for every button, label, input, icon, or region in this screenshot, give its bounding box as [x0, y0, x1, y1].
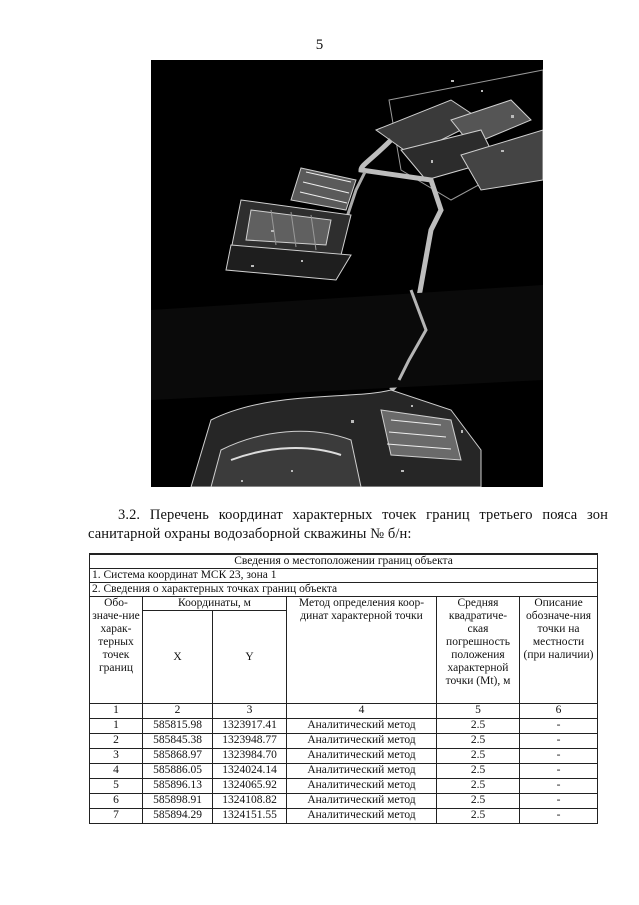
- section-heading: 3.2. Перечень координат характерных точек границ третьего пояса зон санитарной охраны водозаборной скважины № б/н:: [88, 507, 608, 542]
- points-info-row: 2. Сведения о характерных точках границ объекта: [90, 583, 598, 597]
- accuracy-cell: 2.5: [437, 794, 520, 809]
- description-cell: -: [520, 779, 598, 794]
- method-cell: Аналитический метод: [287, 809, 437, 824]
- y-coordinate-cell: 1324065.92: [213, 779, 287, 794]
- method-cell: Аналитический метод: [287, 764, 437, 779]
- col-accuracy-header: Средняя квадратиче-ская погрешность положения характерной точки (Mt), м: [437, 597, 520, 704]
- x-coordinate-cell: 585815.98: [143, 719, 213, 734]
- table-row: [90, 734, 598, 749]
- point-number-cell: 2: [90, 734, 143, 749]
- table-row: [90, 749, 598, 764]
- col-x-header: X: [143, 611, 213, 704]
- y-coordinate-cell: 1324108.82: [213, 794, 287, 809]
- method-cell: Аналитический метод: [287, 779, 437, 794]
- description-cell: -: [520, 794, 598, 809]
- column-number: 3: [213, 704, 287, 719]
- accuracy-cell: 2.5: [437, 749, 520, 764]
- accuracy-cell: 2.5: [437, 719, 520, 734]
- point-number-cell: 5: [90, 779, 143, 794]
- y-coordinate-cell: 1323917.41: [213, 719, 287, 734]
- method-cell: Аналитический метод: [287, 749, 437, 764]
- accuracy-cell: 2.5: [437, 779, 520, 794]
- description-cell: -: [520, 734, 598, 749]
- y-coordinate-cell: 1324024.14: [213, 764, 287, 779]
- column-number: 2: [143, 704, 213, 719]
- table-row: [90, 779, 598, 794]
- x-coordinate-cell: 585896.13: [143, 779, 213, 794]
- col-designation-header: Обо-значе-ние харак-терных точек границ: [90, 597, 143, 704]
- coordinates-table: [89, 553, 598, 824]
- description-cell: -: [520, 809, 598, 824]
- x-coordinate-cell: 585868.97: [143, 749, 213, 764]
- accuracy-cell: 2.5: [437, 734, 520, 749]
- point-number-cell: 7: [90, 809, 143, 824]
- column-number: 1: [90, 704, 143, 719]
- col-coords-header: Координаты, м: [143, 597, 287, 611]
- point-number-cell: 4: [90, 764, 143, 779]
- x-coordinate-cell: 585845.38: [143, 734, 213, 749]
- method-cell: Аналитический метод: [287, 734, 437, 749]
- method-cell: Аналитический метод: [287, 794, 437, 809]
- accuracy-cell: 2.5: [437, 764, 520, 779]
- table-row: [90, 809, 598, 824]
- table-body: [90, 719, 598, 824]
- col-y-header: Y: [213, 611, 287, 704]
- point-number-cell: 3: [90, 749, 143, 764]
- description-cell: -: [520, 764, 598, 779]
- column-number: 6: [520, 704, 598, 719]
- description-cell: -: [520, 749, 598, 764]
- column-number: 4: [287, 704, 437, 719]
- y-coordinate-cell: 1323948.77: [213, 734, 287, 749]
- col-method-header: Метод определения коор-динат характерной точки: [287, 597, 437, 704]
- accuracy-cell: 2.5: [437, 809, 520, 824]
- x-coordinate-cell: 585898.91: [143, 794, 213, 809]
- aerial-photo: [151, 60, 543, 487]
- table-row: [90, 764, 598, 779]
- page-number: 5: [315, 37, 324, 53]
- method-cell: Аналитический метод: [287, 719, 437, 734]
- table-title: Сведения о местоположении границ объекта: [90, 554, 598, 569]
- y-coordinate-cell: 1323984.70: [213, 749, 287, 764]
- column-number: 5: [437, 704, 520, 719]
- coord-system-row: 1. Система координат МСК 23, зона 1: [90, 569, 598, 583]
- x-coordinate-cell: 585894.29: [143, 809, 213, 824]
- aerial-photo-drawing: [151, 60, 543, 487]
- table-row: [90, 719, 598, 734]
- col-description-header: Описание обозначе-ния точки на местности (при наличии): [520, 597, 598, 704]
- column-numbers-row: [90, 704, 598, 719]
- x-coordinate-cell: 585886.05: [143, 764, 213, 779]
- description-cell: -: [520, 719, 598, 734]
- point-number-cell: 1: [90, 719, 143, 734]
- point-number-cell: 6: [90, 794, 143, 809]
- y-coordinate-cell: 1324151.55: [213, 809, 287, 824]
- table-row: [90, 794, 598, 809]
